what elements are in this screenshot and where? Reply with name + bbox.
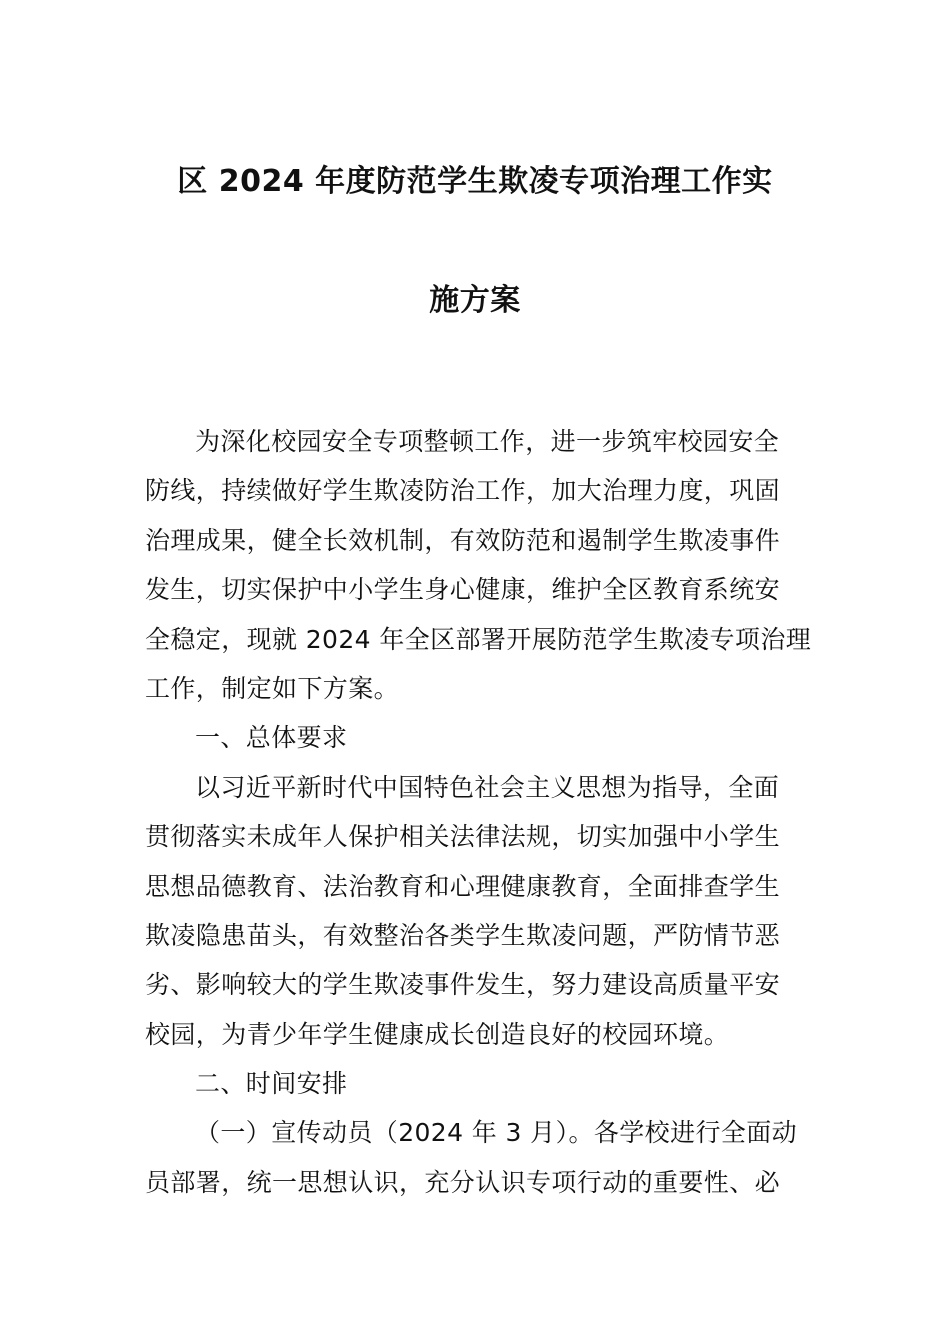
paragraph-intro-line: 防线，持续做好学生欺凌防治工作，加大治理力度，巩固 bbox=[145, 476, 781, 506]
paragraph-intro-line: 发生，切实保护中小学生身心健康，维护全区教育系统安 bbox=[145, 575, 781, 605]
paragraph-schedule-line: （一）宣传动员（2024 年 3 月）。各学校进行全面动 bbox=[195, 1118, 798, 1148]
section-heading-schedule: 二、时间安排 bbox=[195, 1069, 348, 1099]
paragraph-intro-line: 全稳定，现就 2024 年全区部署开展防范学生欺凌专项治理 bbox=[145, 624, 812, 654]
paragraph-general-line: 欺凌隐患苗头，有效整治各类学生欺凌问题，严防情节恶 bbox=[145, 920, 781, 950]
paragraph-intro-line: 工作，制定如下方案。 bbox=[145, 673, 400, 703]
paragraph-general-line: 以习近平新时代中国特色社会主义思想为指导，全面 bbox=[195, 772, 780, 802]
document-body bbox=[145, 417, 825, 1207]
paragraph-general-line: 校园，为青少年学生健康成长创造良好的校园环境。 bbox=[145, 1019, 730, 1049]
section-heading-general-requirements: 一、总体要求 bbox=[195, 723, 348, 753]
paragraph-general-line: 思想品德教育、法治教育和心理健康教育，全面排查学生 bbox=[145, 871, 781, 901]
paragraph-intro-line: 为深化校园安全专项整顿工作，进一步筑牢校园安全 bbox=[195, 427, 780, 456]
paragraph-schedule-line: 员部署，统一思想认识，充分认识专项行动的重要性、必 bbox=[145, 1167, 781, 1197]
paragraph-general-line: 劣、影响较大的学生欺凌事件发生，努力建设高质量平安 bbox=[145, 970, 781, 1000]
document-title-line-1: 区 2024 年度防范学生欺凌专项治理工作实 bbox=[177, 164, 773, 199]
document-title-line-2: 施方案 bbox=[429, 283, 521, 318]
paragraph-general-line: 贯彻落实未成年人保护相关法律法规，切实加强中小学生 bbox=[145, 822, 781, 852]
paragraph-intro-line: 治理成果，健全长效机制，有效防范和遏制学生欺凌事件 bbox=[145, 525, 781, 555]
